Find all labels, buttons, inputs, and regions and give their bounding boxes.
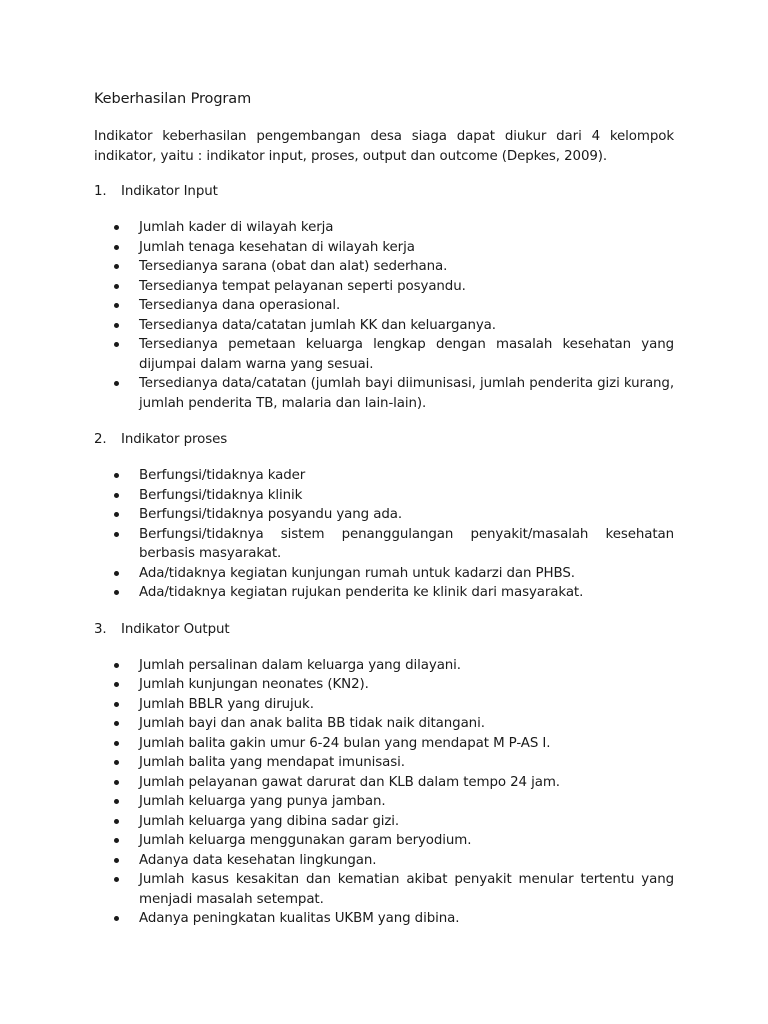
list-item: [94, 277, 674, 297]
list-item-text: Ada/tidaknya kegiatan kunjungan rumah untuk kadarzi dan PHBS.: [139, 565, 575, 581]
list-item: [94, 374, 674, 413]
list-item-text: Jumlah balita yang mendapat imunisasi.: [139, 755, 405, 770]
list-item: [94, 583, 674, 603]
list-item-text: Berfungsi/tidaknya sistem penanggulangan penyakit/masalah kesehatan berbasis masyarakat.: [139, 526, 674, 561]
bullet-list: [94, 466, 674, 603]
list-item: [94, 870, 674, 909]
section-heading: [94, 620, 674, 656]
list-item-text: Jumlah keluarga menggunakan garam beryodium.: [139, 833, 472, 848]
page-title: Keberhasilan Program: [94, 91, 252, 107]
list-item-text: Tersedianya sarana (obat dan alat) sederhana.: [139, 259, 448, 274]
list-item-text: Jumlah pelayanan gawat darurat dan KLB dalam tempo 24 jam.: [139, 774, 560, 790]
bullet-dot-icon: [114, 838, 119, 843]
bullet-list: [94, 218, 674, 413]
section-number: 3.: [94, 621, 107, 637]
section-heading-text: Indikator Input: [121, 184, 218, 199]
list-item-text: Jumlah kasus kesakitan dan kematian akibat penyakit menular tertentu yang menjadi masalah setempat.: [139, 872, 674, 907]
bullet-dot-icon: [114, 342, 119, 347]
list-item: [94, 851, 674, 871]
bullet-dot-icon: [114, 682, 119, 687]
list-item: [94, 296, 674, 316]
sections-container: [94, 182, 674, 929]
list-item-text: Jumlah bayi dan anak balita BB tidak naik ditangani.: [139, 716, 485, 731]
section-heading: [94, 430, 674, 466]
list-item-text: Jumlah BBLR yang dirujuk.: [139, 696, 314, 712]
list-item: [94, 257, 674, 277]
list-item-text: Tersedianya data/catatan (jumlah bayi diimunisasi, jumlah penderita gizi kurang, jumlah penderita TB, malaria dan lain-lain).: [139, 376, 674, 411]
list-item: [94, 909, 674, 929]
list-item-text: Ada/tidaknya kegiatan rujukan penderita ke klinik dari masyarakat.: [139, 585, 584, 600]
list-item: [94, 238, 674, 258]
bullet-dot-icon: [114, 858, 119, 863]
list-item-text: Adanya peningkatan kualitas UKBM yang dibina.: [139, 911, 460, 926]
list-item-text: Tersedianya data/catatan jumlah KK dan keluarganya.: [139, 317, 496, 333]
list-item-text: Berfungsi/tidaknya klinik: [139, 487, 303, 503]
document-page: [94, 89, 674, 929]
section-number: 1.: [94, 184, 107, 199]
bullet-dot-icon: [114, 493, 119, 498]
list-item: [94, 773, 674, 793]
bullet-dot-icon: [114, 473, 119, 478]
list-item: [94, 831, 674, 851]
list-item: [94, 335, 674, 374]
bullet-dot-icon: [114, 721, 119, 726]
bullet-dot-icon: [114, 877, 119, 882]
bullet-dot-icon: [114, 916, 119, 921]
list-item-text: Jumlah keluarga yang punya jamban.: [139, 794, 386, 809]
list-item: [94, 466, 674, 486]
bullet-dot-icon: [114, 245, 119, 250]
bullet-dot-icon: [114, 323, 119, 328]
bullet-dot-icon: [114, 264, 119, 269]
list-item-text: Tersedianya tempat pelayanan seperti posyandu.: [139, 278, 466, 294]
list-item-text: Adanya data kesehatan lingkungan.: [139, 852, 377, 868]
bullet-dot-icon: [114, 702, 119, 707]
list-item: [94, 675, 674, 695]
section-heading-text: Indikator Output: [121, 621, 230, 637]
bullet-dot-icon: [114, 819, 119, 824]
bullet-dot-icon: [114, 303, 119, 308]
bullet-dot-icon: [114, 741, 119, 746]
section-heading-text: Indikator proses: [121, 432, 228, 447]
list-item: [94, 486, 674, 506]
list-item: [94, 656, 674, 676]
section-heading: [94, 182, 674, 218]
list-item: [94, 792, 674, 812]
list-item: [94, 812, 674, 832]
list-item: [94, 316, 674, 336]
section-spacer: [94, 413, 674, 430]
bullet-dot-icon: [114, 590, 119, 595]
intro-paragraph: Indikator keberhasilan pengembangan desa siaga dapat diukur dari 4 kelompok indikator, yaitu : indikator input, proses, output dan outcome (Depkes, 2009).: [94, 129, 674, 164]
list-item: [94, 505, 674, 525]
list-item: [94, 525, 674, 564]
section-spacer: [94, 603, 674, 620]
bullet-dot-icon: [114, 760, 119, 765]
bullet-dot-icon: [114, 512, 119, 517]
list-item: [94, 564, 674, 584]
bullet-dot-icon: [114, 799, 119, 804]
list-item-text: Jumlah persalinan dalam keluarga yang dilayani.: [139, 657, 461, 673]
list-item-text: Berfungsi/tidaknya kader: [139, 468, 306, 483]
list-item-text: Tersedianya dana operasional.: [139, 298, 341, 313]
list-item-text: Tersedianya pemetaan keluarga lengkap dengan masalah kesehatan yang dijumpai dalam warna yang sesuai.: [139, 337, 674, 372]
list-item-text: Jumlah balita gakin umur 6-24 bulan yang mendapat M P-AS I.: [139, 735, 551, 751]
bullet-dot-icon: [114, 663, 119, 668]
list-item-text: Jumlah keluarga yang dibina sadar gizi.: [139, 813, 400, 829]
list-item-text: Jumlah kunjungan neonates (KN2).: [139, 677, 369, 692]
bullet-dot-icon: [114, 571, 119, 576]
list-item: [94, 714, 674, 734]
list-item: [94, 218, 674, 238]
bullet-dot-icon: [114, 780, 119, 785]
bullet-list: [94, 656, 674, 929]
bullet-dot-icon: [114, 381, 119, 386]
bullet-dot-icon: [114, 284, 119, 289]
list-item-text: Berfungsi/tidaknya posyandu yang ada.: [139, 507, 403, 522]
list-item: [94, 695, 674, 715]
list-item-text: Jumlah tenaga kesehatan di wilayah kerja: [139, 239, 415, 255]
list-item: [94, 753, 674, 773]
section-number: 2.: [94, 432, 107, 447]
list-item: [94, 734, 674, 754]
bullet-dot-icon: [114, 225, 119, 230]
list-item-text: Jumlah kader di wilayah kerja: [139, 220, 334, 235]
bullet-dot-icon: [114, 532, 119, 537]
